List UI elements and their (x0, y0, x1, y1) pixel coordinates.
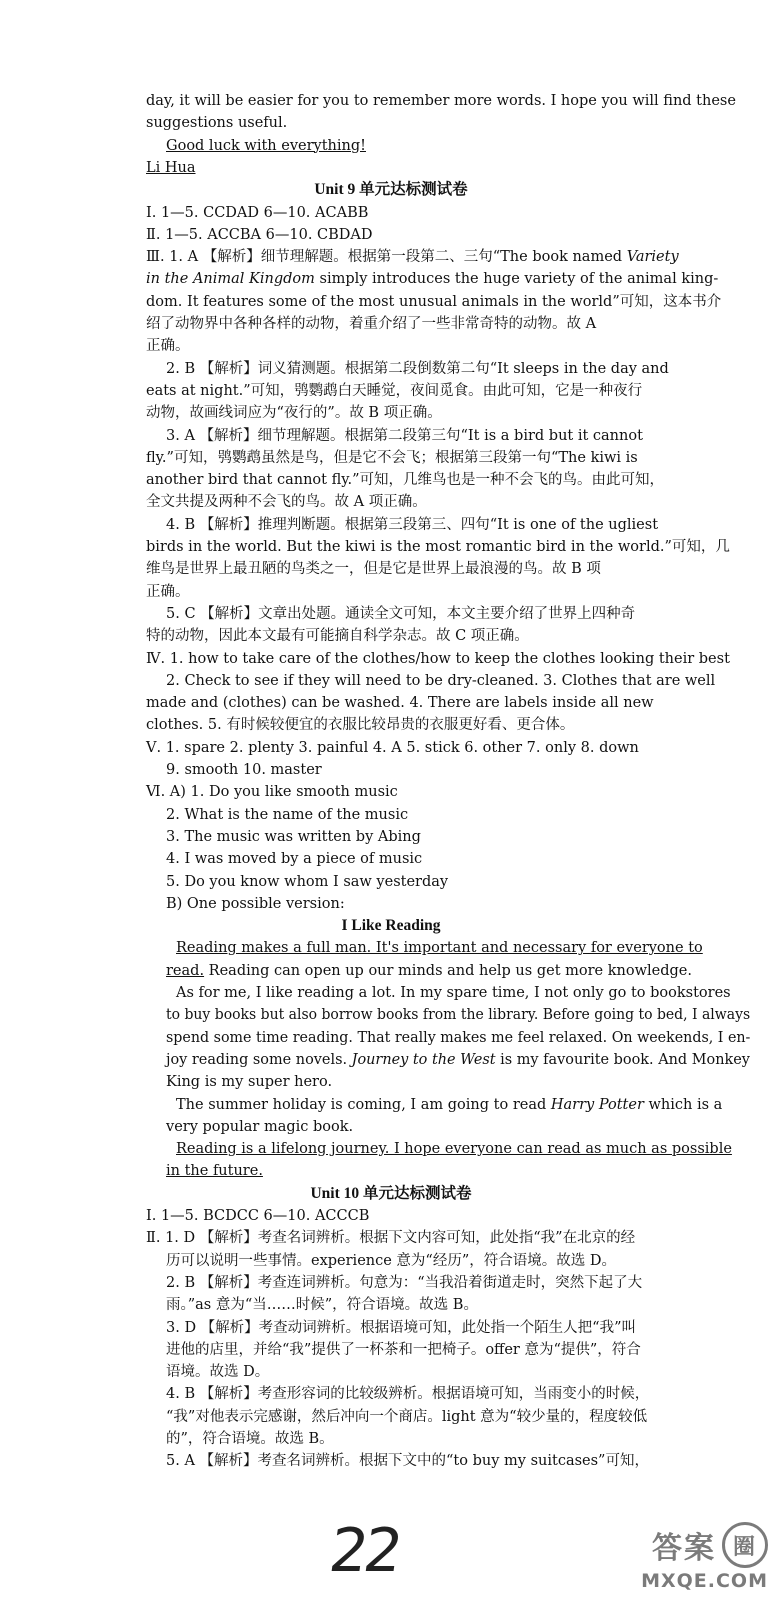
watermark-logo-text: 答案 (652, 1531, 716, 1566)
text-line: birds in the world. But the kiwi is the most romantic bird in the world.”可知，几 (146, 539, 730, 555)
text-line: Reading is a lifelong journey. I hope everyone can read as much as possible (176, 1141, 732, 1158)
text-line: Ⅰ. 1—5. CCDAD 6—10. ACABB (146, 204, 369, 221)
text-line: made and (clothes) can be washed. 4. There are labels inside all new (146, 695, 654, 712)
text-line: in the future. (166, 1163, 263, 1180)
text-span: Reading can open up our minds and help us get more knowledge. (204, 962, 692, 979)
text-line: Ⅴ. 1. spare 2. plenty 3. painful 4. A 5. stick 6. other 7. only 8. down (146, 739, 639, 756)
section-heading: Unit 9 单元达标测试卷 (314, 181, 468, 199)
text-line: 9. smooth 10. master (166, 762, 322, 778)
text-line: 5. C 【解析】文章出处题。通读全文可知，本文主要介绍了世界上四种奇 (166, 605, 636, 622)
text-line: 2. B 【解析】词义猜测题。根据第二段倒数第二句“It sleeps in the day and (166, 360, 669, 377)
text-line: “我”对他表示完感谢，然后冲向一个商店。light 意为“较少量的，程度较低 (166, 1408, 648, 1425)
text-line: spend some time reading. That really makes me feel relaxed. On weekends, I en- (166, 1029, 751, 1046)
text-line: Good luck with everything! (166, 137, 366, 154)
text-line: 特的动物，因此本文最有可能摘自科学杂志。故 C 项正确。 (146, 628, 529, 645)
text-line: 5. Do you know whom I saw yesterday (166, 873, 449, 890)
section-heading: I Like Reading (341, 917, 441, 935)
watermark (641, 1522, 768, 1592)
text-line: 进他的店里，并给“我”提供了一杯茶和一把椅子。offer 意为“提供”，符合 (166, 1341, 641, 1358)
text-line: Ⅵ. A) 1. Do you like smooth music (146, 784, 398, 801)
text-line: 动物，故画线词应为“夜行的”。故 B 项正确。 (146, 405, 442, 422)
text-line: 2. B 【解析】考查连词辨析。句意为：“当我沿着街道走时，突然下起了大 (166, 1274, 643, 1291)
text-line: dom. It features some of the most unusual animals in the world”可知，这本书介 (146, 293, 722, 310)
text-line: 3. A 【解析】细节理解题。根据第二段第三句“It is a bird but it cannot (166, 427, 643, 444)
text-line: 3. The music was written by Abing (166, 828, 421, 845)
text-line: Ⅱ. 1. D 【解析】考查名词辨析。根据下文内容可知，此处指“我”在北京的经 (146, 1230, 636, 1247)
section-heading: Unit 10 单元达标测试卷 (310, 1184, 472, 1202)
page-number: 22 (325, 1516, 404, 1586)
text-line: suggestions useful. (146, 115, 288, 132)
text-line: Reading makes a full man. It's important and necessary for everyone to (176, 940, 703, 957)
text-span: is my favourite book. And Monkey (495, 1051, 750, 1068)
text-line: 4. I was moved by a piece of music (166, 851, 423, 868)
text-line: 全文共提及两种不会飞的鸟。故 A 项正确。 (146, 494, 427, 511)
text-span: The summer holiday is coming, I am going to read (176, 1096, 551, 1113)
text-line: Ⅱ. 1—5. ACCBA 6—10. CBDAD (146, 226, 373, 243)
text-line: 正确。 (146, 338, 190, 355)
text-line: 正确。 (146, 583, 190, 600)
text-span: Ⅲ. 1. A 【解析】细节理解题。根据第一段第二、三句“The book named (146, 249, 627, 266)
text-span: simply introduces the huge variety of the animal king- (314, 271, 719, 288)
text-line (166, 1049, 750, 1071)
italic-title: in the Animal Kingdom (146, 271, 315, 288)
text-line: 3. D 【解析】考查动词辨析。根据语境可知，此处指一个陌生人把“我”叫 (166, 1319, 637, 1336)
italic-title: Variety (626, 249, 679, 266)
text-line (176, 1094, 722, 1116)
text-line (146, 268, 718, 290)
text-line: As for me, I like reading a lot. In my spare time, I not only go to bookstores (176, 985, 731, 1001)
italic-title: Harry Potter (550, 1096, 644, 1113)
text-span: joy reading some novels. (166, 1051, 352, 1068)
text-line: 维鸟是世界上最丑陋的鸟类之一，但是它是世界上最浪漫的鸟。故 B 项 (146, 561, 601, 578)
text-line: another bird that cannot fly.”可知，几维鸟也是一种不会飞的鸟。由此可知， (146, 472, 665, 489)
text-line: 绍了动物界中各种各样的动物，着重介绍了一些非常奇特的动物。故 A (146, 316, 597, 332)
text-line: day, it will be easier for you to remember more words. I hope you will find these (146, 93, 736, 109)
text-line: 的”，符合语境。故选 B。 (166, 1431, 334, 1447)
text-line: 2. Check to see if they will need to be dry-cleaned. 3. Clothes that are well (166, 672, 716, 689)
text-line: fly.”可知，鸮鹦鹉虽然是鸟，但是它不会飞；根据第三段第一句“The kiwi is (146, 449, 638, 466)
text-line: King is my super hero. (166, 1074, 333, 1091)
text-line: B) One possible version: (166, 895, 345, 912)
watermark-badge-icon: 圈 (722, 1522, 768, 1568)
text-line: 历可以说明一些事情。experience 意为“经历”，符合语境。故选 D。 (166, 1252, 616, 1269)
text-line: Li Hua (146, 159, 196, 176)
text-line: 雨。”as 意为“当……时候”，符合语境。故选 B。 (166, 1297, 478, 1314)
text-line: clothes. 5. 有时候较便宜的衣服比较昂贵的衣服更好看、更合体。 (146, 717, 575, 734)
text-line: to buy books but also borrow books from the library. Before going to bed, I always (166, 1007, 751, 1024)
text-line: very popular magic book. (166, 1118, 354, 1135)
text-line: 2. What is the name of the music (166, 806, 409, 823)
text-span: which is a (643, 1096, 723, 1113)
text-line: 4. B 【解析】推理判断题。根据第三段第三、四句“It is one of the ugliest (166, 516, 659, 533)
text-line: Ⅰ. 1—5. BCDCC 6—10. ACCCB (146, 1208, 370, 1224)
italic-title: Journey to the West (351, 1051, 496, 1068)
text-line: 语境。故选 D。 (166, 1364, 270, 1381)
text-line: 5. A 【解析】考查名词辨析。根据下文中的“to buy my suitcases”可知， (166, 1453, 649, 1470)
text-line (146, 246, 679, 268)
text-line: 4. B 【解析】考查形容词的比较级辨析。根据语境可知，当雨变小的时候， (166, 1386, 650, 1403)
watermark-url: MXQE.COM (641, 1570, 768, 1592)
text-line (166, 960, 692, 982)
text-line: eats at night.”可知，鸮鹦鹉白天睡觉，夜间觅食。由此可知，它是一种夜行 (146, 382, 643, 399)
text-span: read. (166, 962, 205, 979)
text-line: Ⅳ. 1. how to take care of the clothes/how to keep the clothes looking their best (146, 650, 730, 667)
